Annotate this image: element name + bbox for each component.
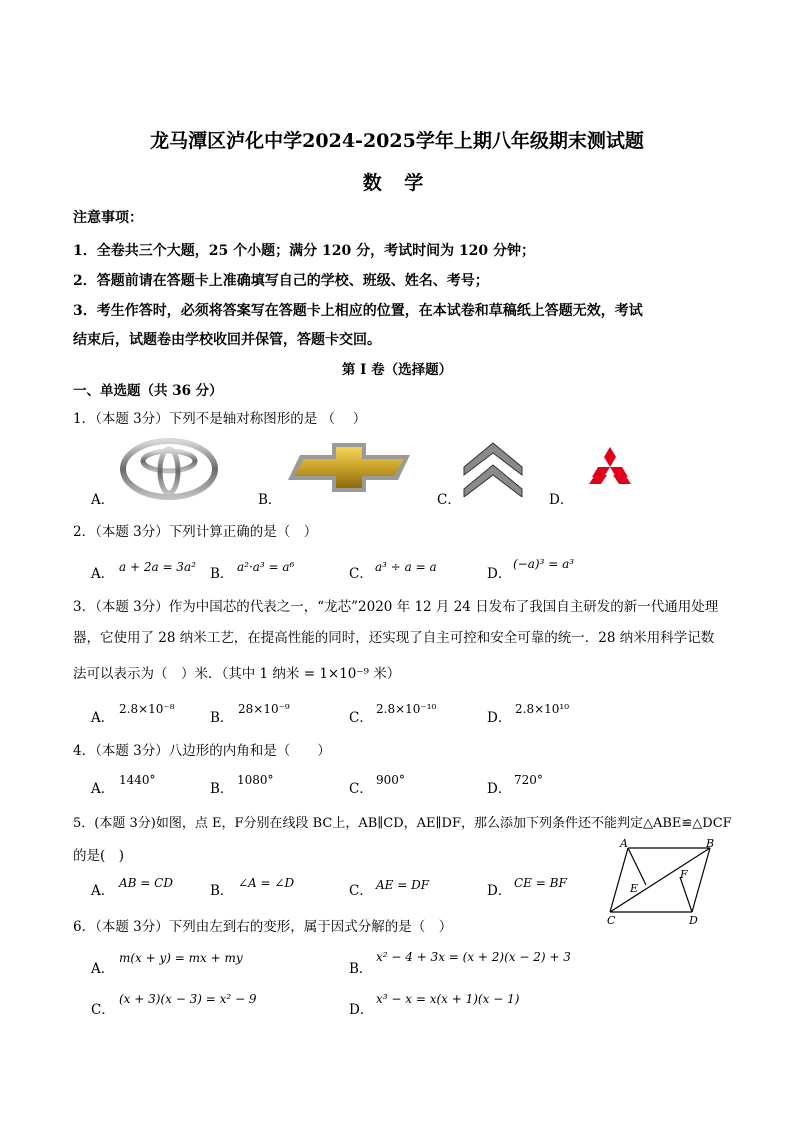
q2-option-b-label: B． xyxy=(210,566,234,582)
q4-option-b-label: B． xyxy=(210,781,234,797)
figure-label-e: E xyxy=(630,882,639,895)
q1-option-d-label: D． xyxy=(549,492,574,508)
q6-option-b-label: B． xyxy=(349,961,373,977)
q6-option-a: m(x + y) = mx + my xyxy=(119,951,243,965)
subject-title: 数 学 xyxy=(362,172,432,194)
q1-option-b-label: B． xyxy=(258,492,282,508)
question-5-line-2: 的是( ) xyxy=(73,848,125,864)
chevrolet-logo xyxy=(286,441,412,494)
q6-option-d-label: D． xyxy=(349,1002,374,1018)
q4-option-c-label: C． xyxy=(349,781,373,797)
q6-option-d: x³ − x = x(x + 1)(x − 1) xyxy=(376,992,520,1006)
q5-option-d: CE = BF xyxy=(514,876,567,890)
q5-option-a: AB = CD xyxy=(119,876,173,890)
figure-label-c: C xyxy=(607,914,616,927)
q3-option-b-label: B． xyxy=(210,710,234,726)
q4-option-b: 1080° xyxy=(237,773,274,787)
q1-option-a-label: A． xyxy=(91,492,115,508)
notice-item-3: 3．考生作答时，必须将答案写在答题卡上相应的位置，在本试卷和草稿纸上答题无效，考试 xyxy=(73,303,643,319)
q4-option-d-label: D． xyxy=(487,781,512,797)
notice-heading: 注意事项： xyxy=(73,210,143,226)
q3-option-c: 2.8×10⁻¹⁰ xyxy=(376,702,437,716)
q3-option-c-label: C． xyxy=(349,710,373,726)
q2-option-a: a + 2a = 3a² xyxy=(119,560,196,574)
q5-geometry-figure xyxy=(598,836,728,930)
q3-option-a-label: A． xyxy=(91,710,115,726)
q3-option-b: 28×10⁻⁹ xyxy=(238,702,290,716)
q6-option-c-label: C． xyxy=(91,1002,115,1018)
page-title: 龙马潭区泸化中学2024-2025学年上期八年级期末测试题 xyxy=(150,130,644,152)
q4-option-a-label: A． xyxy=(91,781,115,797)
q6-option-a-label: A． xyxy=(91,961,115,977)
q1-option-c-label: C． xyxy=(437,492,461,508)
citroen-logo xyxy=(462,441,524,497)
q3-option-d-label: D． xyxy=(487,710,512,726)
q2-option-c-label: C． xyxy=(349,566,373,582)
q4-option-a: 1440° xyxy=(119,773,156,787)
part-title: 第 I 卷（选择题） xyxy=(341,362,453,378)
q6-option-b: x² − 4 + 3x = (x + 2)(x − 2) + 3 xyxy=(376,950,571,964)
q5-option-b: ∠A = ∠D xyxy=(238,876,295,890)
q6-option-c: (x + 3)(x − 3) = x² − 9 xyxy=(119,992,257,1006)
q3-option-d: 2.8×10¹⁰ xyxy=(515,702,570,716)
notice-item-3-cont: 结束后，试题卷由学校收回并保管，答题卡交回。 xyxy=(73,332,381,348)
q5-option-a-label: A． xyxy=(91,883,115,899)
toyota-logo xyxy=(120,438,218,500)
q5-option-b-label: B． xyxy=(210,883,234,899)
question-4: 4．（本题 3分）八边形的内角和是（ ） xyxy=(73,743,331,759)
q2-option-b: a²·a³ = a⁶ xyxy=(237,560,295,574)
question-2: 2．（本题 3分）下列计算正确的是（ ） xyxy=(73,524,318,540)
q4-option-d: 720° xyxy=(514,773,543,787)
question-3-line-2: 器，它使用了 28 纳米工艺，在提高性能的同时，还实现了自主可控和安全可靠的统一．28 纳米用科学记数 xyxy=(73,630,715,646)
figure-label-b: B xyxy=(706,837,715,850)
notice-item-1: 1．全卷共三个大题，25 个小题；满分 120 分，考试时间为 120 分钟； xyxy=(73,243,536,259)
question-5-line-1: 5．(本题 3分)如图，点 E，F分别在线段 BC上，AB∥CD，AE∥DF，那么添加下列条件还不能判定△ABE≌△DCF xyxy=(73,816,732,831)
q5-option-d-label: D． xyxy=(487,883,512,899)
q2-option-a-label: A． xyxy=(91,566,115,582)
q5-option-c-label: C． xyxy=(349,883,373,899)
q3-option-a: 2.8×10⁻⁸ xyxy=(119,702,175,716)
question-6: 6．（本题 3分）下列由左到右的变形，属于因式分解的是（ ） xyxy=(73,919,453,935)
question-3-line-3: 法可以表示为（ ）米．（其中 1 纳米 = 1×10⁻⁹ 米） xyxy=(73,666,401,682)
section-title: 一、单选题（共 36 分） xyxy=(73,383,223,399)
figure-label-a: A xyxy=(620,837,628,850)
q5-option-c: AE = DF xyxy=(376,878,430,892)
question-1: 1．（本题 3分）下列不是轴对称图形的是 （ ） xyxy=(73,411,367,427)
q2-option-d: (−a)³ = a³ xyxy=(513,557,575,571)
figure-label-d: D xyxy=(689,914,698,927)
notice-item-2: 2．答题前请在答题卡上准确填写自己的学校、班级、姓名、考号； xyxy=(73,273,489,289)
q4-option-c: 900° xyxy=(376,773,405,787)
q2-option-c: a³ ÷ a = a xyxy=(375,560,437,574)
q2-option-d-label: D． xyxy=(487,566,512,582)
figure-label-f: F xyxy=(680,868,688,881)
mitsubishi-logo xyxy=(589,447,631,485)
question-3-line-1: 3．（本题 3分）作为中国芯的代表之一，“龙芯”2020 年 12 月 24 日发布了我国自主研发的新一代通用处理 xyxy=(73,599,719,615)
